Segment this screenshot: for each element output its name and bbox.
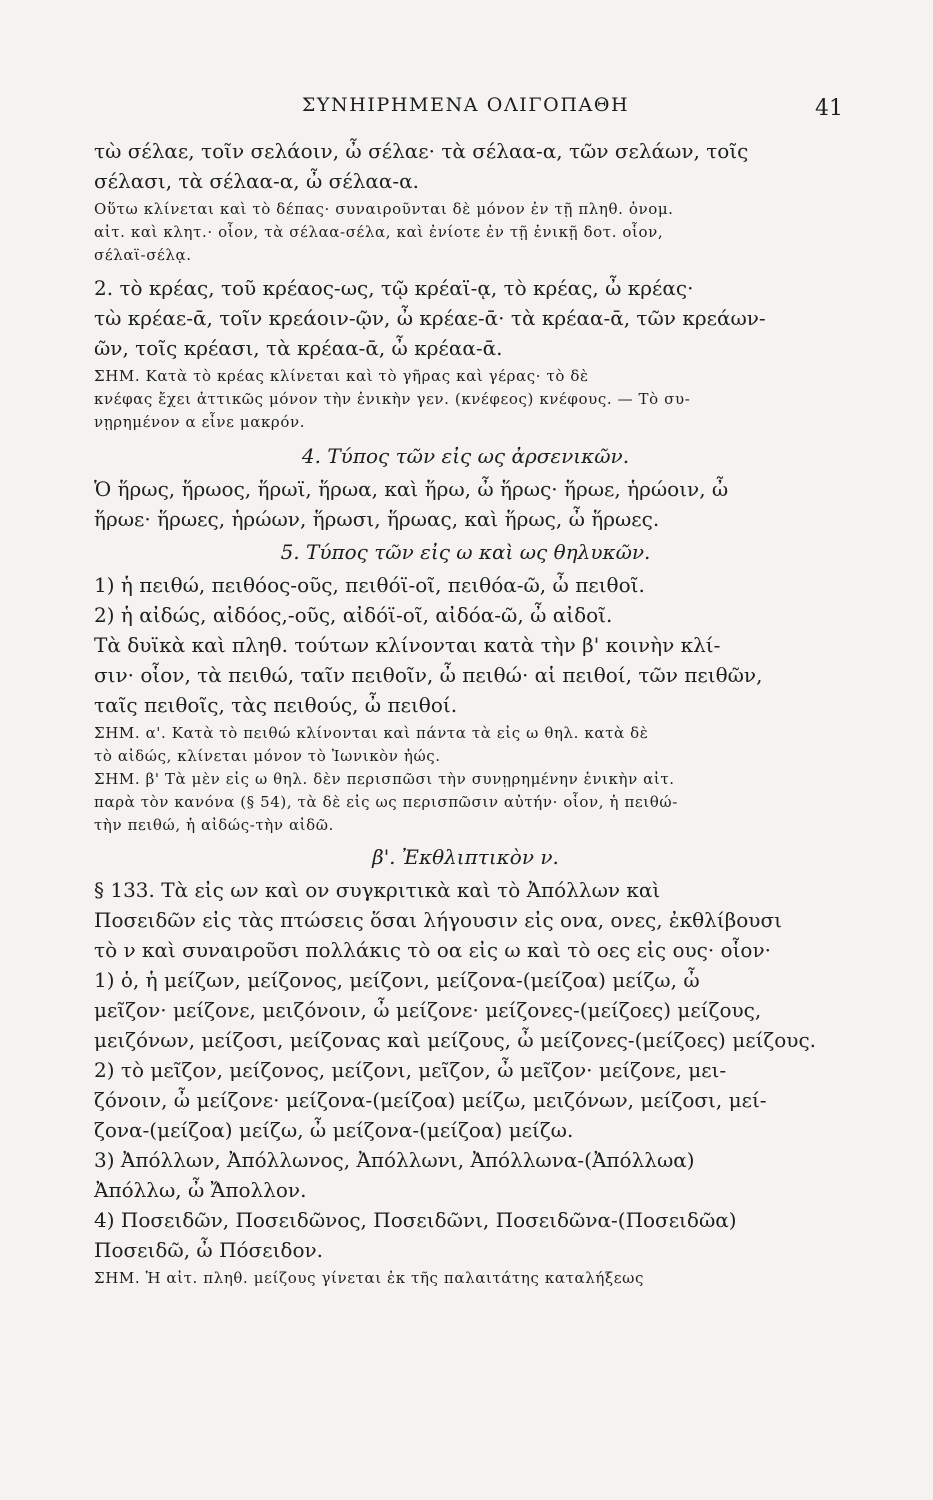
section-heading: β'. Ἐκθλιπτικὸν ν. <box>372 845 559 869</box>
text-line: σέλαϊ-σέλᾳ. <box>94 246 192 264</box>
text-line: ζονα-(μείζοα) μείζω, ὦ μείζονα-(μείζοα) μείζω. <box>94 1118 574 1142</box>
text-line: Οὕτω κλίνεται καὶ τὸ δέπας· συναιροῦνται δὲ μόνον ἐν τῇ πληθ. ὀνομ. <box>94 200 674 218</box>
text-line: ἥρωε· ἥρωες, ἡρώων, ἥρωσι, ἥρωας, καὶ ἥρως, ὦ ἥρωες. <box>94 507 660 531</box>
text-line: νῃρημένον α εἶνε μακρόν. <box>94 413 306 431</box>
text-line: 3) Ἀπόλλων, Ἀπόλλωνος, Ἀπόλλωνι, Ἀπόλλωνα-(Ἀπόλλωα) <box>94 1148 695 1172</box>
text-block <box>94 273 837 363</box>
text-line: παρὰ τὸν κανόνα (§ 54), τὰ δὲ εἰς ως περισπῶσιν αὐτήν· οἷον, ἡ πειθώ- <box>94 793 678 811</box>
text-line: ΣΗΜ. Ἡ αἰτ. πληθ. μείζους γίνεται ἐκ τῆς παλαιτάτης καταλήξεως <box>94 1269 644 1287</box>
note-block <box>94 365 837 434</box>
text-line: Ποσειδῶ, ὦ Πόσειδον. <box>94 1238 324 1262</box>
text-line: ῶν, τοῖς κρέασι, τὰ κρέαα-ᾱ, ὦ κρέαα-ᾱ. <box>94 336 503 360</box>
text-line: σιν· οἷον, τὰ πειθώ, ταῖν πειθοῖν, ὦ πειθώ· αἱ πειθοί, τῶν πειθῶν, <box>94 663 763 687</box>
page-body <box>94 136 837 1290</box>
text-line: ζόνοιν, ὦ μείζονε· μείζονα-(μείζοα) μείζω, μειζόνων, μείζοσι, μεί- <box>94 1088 767 1112</box>
text-line: 2) ἡ αἰδώς, αἰδόος,-οῦς, αἰδόϊ-οῖ, αἰδόα-ῶ, ὦ αἰδοῖ. <box>94 603 613 627</box>
text-block <box>94 136 837 196</box>
text-line: ΣΗΜ. β' Τὰ μὲν εἰς ω θηλ. δὲν περισπῶσι τὴν συνῃρημένην ἑνικὴν αἰτ. <box>94 770 675 788</box>
text-line: Ποσειδῶν εἰς τὰς πτώσεις ὅσαι λήγουσιν εἰς ονα, ονες, ἐκθλίβουσι <box>94 908 782 932</box>
text-line: § 133. Τὰ εἰς ων καὶ ον συγκριτικὰ καὶ τὸ Ἀπόλλων καὶ <box>94 878 661 902</box>
text-block <box>94 570 837 720</box>
text-line: τὼ σέλαε, τοῖν σελάοιν, ὦ σέλαε· τὰ σέλαα-α, τῶν σελάων, τοῖς <box>94 139 749 163</box>
text-line: ΣΗΜ. Κατὰ τὸ κρέας κλίνεται καὶ τὸ γῆρας καὶ γέρας· τὸ δὲ <box>94 367 589 385</box>
text-line: τὸ ν καὶ συναιροῦσι πολλάκις τὸ οα εἰς ω καὶ τὸ οες εἰς ους· οἷον· <box>94 938 771 962</box>
note-block <box>94 198 837 267</box>
text-line: μεῖζον· μείζονε, μειζόνοιν, ὦ μείζονε· μείζονες-(μείζοες) μείζους, <box>94 998 762 1022</box>
text-line: ΣΗΜ. α'. Κατὰ τὸ πειθώ κλίνονται καὶ πάντα τὰ εἰς ω θηλ. κατὰ δὲ <box>94 724 649 742</box>
section-heading: 5. Τύπος τῶν εἰς ω καὶ ως θηλυκῶν. <box>280 540 651 564</box>
text-block <box>94 875 837 1265</box>
text-line: τὼ κρέαε-ᾱ, τοῖν κρεάοιν-ῷν, ὦ κρέαε-ᾱ· τὰ κρέαα-ᾱ, τῶν κρεάων- <box>94 306 766 330</box>
section-heading: 4. Τύπος τῶν εἰς ως ἀρσενικῶν. <box>301 444 630 468</box>
text-line: κνέφας ἔχει ἀττικῶς μόνον τὴν ἑνικὴν γεν. (κνέφεος) κνέφους. — Τὸ συ- <box>94 390 691 408</box>
note-block <box>94 1267 837 1290</box>
text-line: Ἀπόλλω, ὦ Ἄπολλον. <box>94 1178 307 1202</box>
text-line: μειζόνων, μείζοσι, μείζονας καὶ μείζους, ὦ μείζονες-(μείζοες) μείζους. <box>94 1028 817 1052</box>
text-line: Ὁ ἥρως, ἥρωος, ἥρωϊ, ἥρωα, καὶ ἥρω, ὦ ἥρως· ἥρωε, ἡρώοιν, ὦ <box>94 477 729 501</box>
text-line: ταῖς πειθοῖς, τὰς πειθούς, ὦ πειθοί. <box>94 693 458 717</box>
text-block <box>94 474 837 534</box>
text-line: τὴν πειθώ, ἡ αἰδώς-τὴν αἰδῶ. <box>94 816 334 834</box>
text-line: 1) ἡ πειθώ, πειθόος-οῦς, πειθόϊ-οῖ, πειθόα-ῶ, ὦ πειθοῖ. <box>94 573 645 597</box>
text-line: τὸ αἰδώς, κλίνεται μόνον τὸ Ἰωνικὸν ἠώς. <box>94 747 441 765</box>
text-line: αἰτ. καὶ κλητ.· οἷον, τὰ σέλαα-σέλα, καὶ ἐνίοτε ἐν τῇ ἑνικῇ δοτ. οἷον, <box>94 223 664 241</box>
text-line: 2. τὸ κρέας, τοῦ κρέαος-ως, τῷ κρέαϊ-ᾳ, τὸ κρέας, ὦ κρέας· <box>94 276 694 300</box>
text-line: Τὰ δυϊκὰ καὶ πληθ. τούτων κλίνονται κατὰ τὴν β' κοινὴν κλί- <box>94 633 721 657</box>
text-line: 2) τὸ μεῖζον, μείζονος, μείζονι, μεῖζον, ὦ μεῖζον· μείζονε, μει- <box>94 1058 727 1082</box>
text-line: σέλασι, τὰ σέλαα-α, ὦ σέλαα-α. <box>94 169 419 193</box>
page-number: 41 <box>815 96 843 121</box>
running-header <box>94 92 843 136</box>
text-line: 4) Ποσειδῶν, Ποσειδῶνος, Ποσειδῶνι, Ποσειδῶνα-(Ποσειδῶα) <box>94 1208 737 1232</box>
text-line: 1) ὁ, ἡ μείζων, μείζονος, μείζονι, μείζονα-(μείζοα) μείζω, ὦ <box>94 968 700 992</box>
note-block <box>94 722 837 837</box>
running-title: ΣΥΝΗΙΡΗΜΕΝΑ ΟΛΙΓΟΠΑΘΗ <box>301 94 630 116</box>
